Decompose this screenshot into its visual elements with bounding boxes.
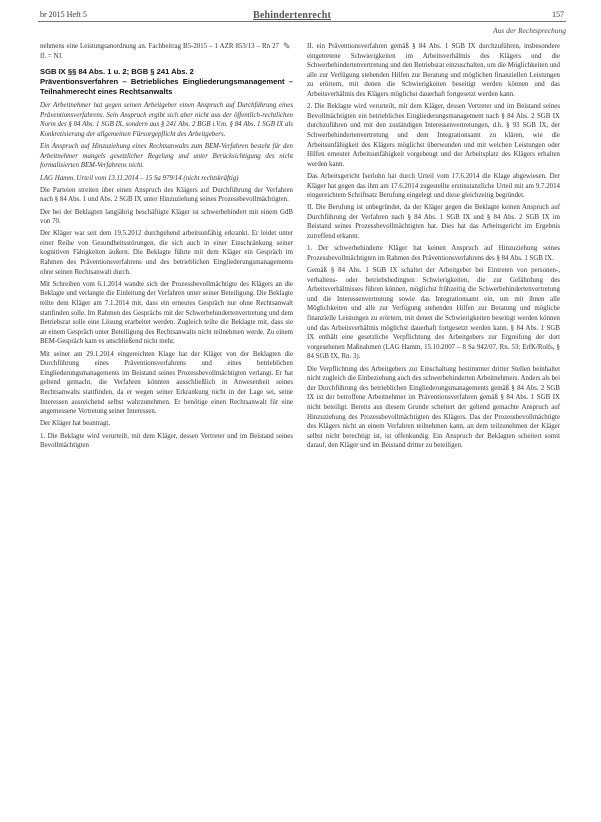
case-heading: SGB IX §§ 84 Abs. 1 u. 2; BGB § 241 Abs. 2 Präventionsverfahren – Betriebliches Eingliederungsmanagement – Teilnahmerecht eines Rechtsanwalts — [40, 67, 293, 97]
paragraph: Die Verpflichtung des Arbeitgebers zur Einschaltung bestimmter dritter Stellen beinhaltet nicht zugleich die Einbeziehung auch des schwerbehinderten Arbeitnehmers. Anders als bei der Durchführung des betrieblichen Eingliederungsmanagements gemäß § 84 Abs. 2 SGB IX ist der betroffene Arbeitnehmer im Präventionsverfahren gemäß § 84 Abs. 1 SGB IX nicht beteiligt. Bereits aus diesem Grunde scheitert der geltend gemachte Anspruch auf Hinzuziehung des Prozessbevollmächtigten des Klägers. Das der Prozessbevollmächtigte des Klägers nicht an einem Verfahren teilnehmen kann, an dem teilzunehmen der Kläger selbst nicht berechtigt ist, ist offenkundig. Ein Anspruch der Beklagten scheitert somit darauf, den Kläger und im Beistand dritter zu beteiligen. — [307, 365, 560, 450]
pencil-icon: ✎ — [283, 41, 291, 51]
right-column — [307, 42, 560, 454]
paragraph: Der Kläger war seit dem 19.5.2012 durchgehend arbeitsunfähig erkrankt. Er leidet unter einer Reihe von Gesundheitsstörungen, die sich auch in einer Einschränkung seiner kognitiven Fähigkeiten äußern. Die Beklagte führte mit dem Kläger ein Gespräch im Rahmen des Präventionsverfahrens und des betrieblichen Eingliederungsmanagements ohne seinen Rechtsanwalt durch. — [40, 230, 293, 276]
paragraph: 1. Die Beklagte wird verurteilt, mit dem Kläger, dessen Vertreter und im Beistand seines Bevollmächtigten — [40, 432, 293, 450]
paragraph: Der bei der Beklagten langjährig beschäftigte Kläger ist schwerbehindert mit einem GdB von 70. — [40, 208, 293, 226]
paragraph: Die Parteien streiten über einen Anspruch des Klägers auf Durchführung der Verfahren nach § 84 Abs. 1 und Abs. 2 SGB IX unter Hinzuziehung seines Prozessbevollmächtigten. — [40, 186, 293, 204]
left-column — [40, 42, 293, 453]
case-citation: LAG Hamm, Urteil vom 13.11.2014 – 15 Sa 979/14 (nicht rechtskräftig) — [40, 174, 239, 182]
journal-issue: br 2015 Heft 5 — [40, 10, 87, 19]
page-header — [38, 10, 566, 40]
page-number: 157 — [552, 10, 564, 19]
paragraph: 1. Der schwerbehinderte Kläger hat keinen Anspruch auf Hinzuziehung seines Prozessbevollmächtigten im Rahmen des Präventionsverfahrens des § 84 Abs. 1 SGB IX. — [307, 245, 560, 262]
headnote-1: Der Arbeitnehmer hat gegen seinen Arbeitgeber einen Anspruch auf Durchführung eines Präventionsverfahrens. Sein Anspruch ergibt sich aber nicht aus der öffentlich-rechtlichen Norm des § 84 Abs. 1 SGB IX, sondern aus § 241 Abs. 2 BGB i.V.m. § 84 Abs. 1 SGB IX als Konkretisierung der allgemeinen Fürsorgepflicht des Arbeitgebers. — [40, 102, 293, 138]
header-rule — [38, 21, 566, 22]
paragraph: Mit seiner am 29.1.2014 eingereichten Klage hat der Kläger von der Beklagten die Durchführung eines Präventionsverfahrens und eines betrieblichen Eingliederungsmanagements im Beistand seines Prozessbevollmächtigten verlangt. Er hat geltend gemacht, die Verfahren könnten ausschließlich in Anwesenheit seines Rechtsanwalts stattfinden, da er wegen seiner Erkrankung nicht in der Lage sei, seine Interessen ausreichend selbst wahrzunehmen. Er benötige einen Rechtsanwalt für eine angemessene Vertretung seiner Interessen. — [40, 350, 293, 416]
paragraph: Das Arbeitsgericht Iserlohn hat durch Urteil vom 17.6.2014 die Klage abgewiesen. Der Kläger hat gegen das ihm am 17.6.2014 zugestellte erstinstanzliche Urteil mit am 9.7.2014 eingereichtem Schriftsatz Berufung eingelegt und diese gleichzeitig begründet. — [307, 172, 560, 200]
section-title: Aus der Rechtsprechung — [492, 26, 566, 35]
paragraph: Mit Schreiben vom 6.1.2014 wandte sich der Prozessbevollmächtigte des Klägers an die Beklagte und verlangte die Einleitung der Verfahren unter seiner Beteiligung. Die Beklagte teilte dem Kläger am 7.1.2014 mit, dass ein erneutes Gespräch nur ohne Rechtsanwalt stattfinden solle. Im Rahmen des Gesprächs mit der Schwerbehindertenvertretung und dem Betriebsrat solle eine Lösung erarbeitet werden. Zugleich teilte die Beklagte mit, dass sie an einem Gespräch unter Beteiligung des Rechtsanwalts nicht teilnehmen werde. Zu einem BEM-Gespräch kam es anschließend nicht mehr. — [40, 280, 293, 346]
intro-text: nehmens eine Leistungsanordnung an. Fachbeitrag B5-2015 – 1 AZR 853/13 – Rn 27 ff. = NJ. — [40, 43, 279, 60]
paragraph: II. Die Berufung ist unbegründet, da der Kläger gegen die Beklagte keinen Anspruch auf Durchführung der Verfahren nach § 84 Abs. 1 SGB IX und § 84 Abs. 2 SGB IX im Beistand seines Prozessbevollmächtigten hat. Dies hat das Arbeitsgericht im Ergebnis zutreffend erkannt. — [307, 204, 560, 241]
paragraph: 2. Die Beklagte wird verurteilt, mit dem Kläger, dessen Vertreter und im Beistand seines Bevollmächtigten ein betriebliches Eingliederungsmanagement nach § 84 Abs. 2 SGB IX durchzuführen und mit den zuständigen Interessenvertretungen, d.h. § 93 SGB IX, der Schwerbehindertenvertretung und dem Integrationsamt zu klären, wie die Arbeitsunfähigkeit des Klägers möglichst überwunden und mit welchen Leistungen oder Hilfen erneuter Arbeitsunfähigkeit vorgebeugt und der Arbeitsplatz des Klägers erhalten werden kann. — [307, 103, 560, 168]
paragraph: Der Kläger hat beantragt, — [40, 420, 111, 428]
headnote-2: Ein Anspruch auf Hinzuziehung eines Rechtsanwalts zum BEM-Verfahren besteht für den Arbeitnehmer mangels gesetzlicher Regelung und unter Berücksichtigung des nicht formalisierten BEM-Verfahrens nicht. — [40, 143, 293, 170]
journal-title: Behindertenrecht — [253, 10, 332, 21]
paragraph: Gemäß § 84 Abs. 1 SGB IX schaltet der Arbeitgeber bei Eintreten von personen-, verhaltens- oder betriebsbedingten Schwierigkeiten, die zur Gefährdung des Arbeitsverhältnisses führen können, möglichst frühzeitig die Schwerbehindertenvertretung und die Interessenvertretung sowie das Integrationsamt ein, um mit ihnen alle Möglichkeiten und alle zur Verfügung stehenden Hilfen zur Beratung und mögliche finanzielle Leistungen zu erörtern, mit denen die Schwierigkeiten beseitigt werden können und das Arbeitsverhältnis möglichst dauerhaft fortgesetzt werden kann. § 84 Abs. 1 SGB IX enthält eine gesetzliche Verpflichtung des Arbeitgebers zur Ergreifung der dort vorgesehenen Maßnahmen (LAG Hamm, 15.10.2007 – 8 Sa 942/07, Rn. 53; ErfK/Rolfs, § 84 SGB IX, Rn. 3). — [307, 267, 560, 361]
intro-reference — [40, 42, 293, 61]
paragraph: II. ein Präventionsverfahren gemäß § 84 Abs. 1 SGB IX durchzuführen, insbesondere eingetretene Schwierigkeiten im Arbeitsverhältnis des Klägers und die Schwerbehindertenvertretung und den Betriebsrat einzuschalten, um die Möglichkeiten und alle zur Verfügung stehenden Hilfen zur Beratung und möglichen finanziellen Leistungen zu erörtern, mit denen die Schwierigkeiten beseitigt werden können und das Arbeitsverhältnis des Klägers möglichst dauerhaft fortgesetzt werden kann. — [307, 43, 560, 98]
